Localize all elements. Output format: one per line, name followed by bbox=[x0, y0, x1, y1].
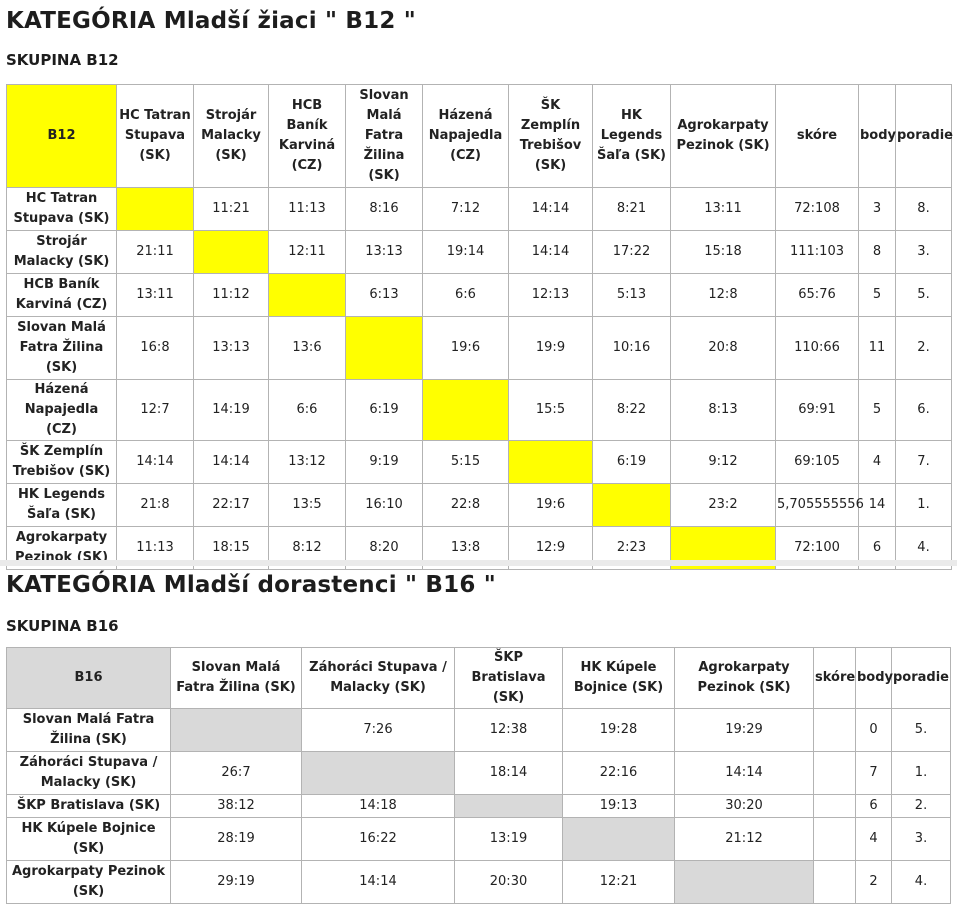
self-match-cell bbox=[455, 795, 563, 818]
column-header: HCB Baník Karviná (CZ) bbox=[269, 85, 346, 188]
match-result: 22:8 bbox=[423, 484, 509, 527]
points-cell: 6 bbox=[856, 795, 892, 818]
match-result: 28:19 bbox=[171, 818, 302, 861]
results-table-b12 bbox=[6, 84, 952, 570]
match-result: 15:18 bbox=[671, 231, 776, 274]
match-result: 21:8 bbox=[117, 484, 194, 527]
score-cell: 72:108 bbox=[776, 188, 859, 231]
score-cell bbox=[814, 861, 856, 904]
score-cell bbox=[814, 709, 856, 752]
column-header: ŠK Zemplín Trebišov (SK) bbox=[509, 85, 593, 188]
points-cell: 2 bbox=[856, 861, 892, 904]
team-name: HK Legends Šaľa (SK) bbox=[7, 484, 117, 527]
match-result: 23:2 bbox=[671, 484, 776, 527]
match-result: 12:9 bbox=[509, 527, 593, 570]
group-title: SKUPINA B12 bbox=[6, 51, 119, 69]
match-result: 19:13 bbox=[563, 795, 675, 818]
self-match-cell bbox=[117, 188, 194, 231]
rank-cell: 3. bbox=[892, 818, 951, 861]
score-cell bbox=[814, 795, 856, 818]
rank-cell: 1. bbox=[892, 752, 951, 795]
match-result: 19:6 bbox=[509, 484, 593, 527]
match-result: 5:13 bbox=[593, 274, 671, 317]
self-match-cell bbox=[563, 818, 675, 861]
match-result: 29:19 bbox=[171, 861, 302, 904]
match-result: 19:28 bbox=[563, 709, 675, 752]
table-row bbox=[7, 795, 951, 818]
column-header: Slovan Malá Fatra Žilina (SK) bbox=[346, 85, 423, 188]
rank-cell: 6. bbox=[896, 380, 952, 441]
match-result: 18:14 bbox=[455, 752, 563, 795]
rank-cell: 2. bbox=[896, 317, 952, 380]
points-cell: 3 bbox=[859, 188, 896, 231]
match-result: 13:8 bbox=[423, 527, 509, 570]
match-result: 16:22 bbox=[302, 818, 455, 861]
match-result: 9:12 bbox=[671, 441, 776, 484]
points-cell: 7 bbox=[856, 752, 892, 795]
match-result: 14:14 bbox=[117, 441, 194, 484]
match-result: 6:19 bbox=[593, 441, 671, 484]
match-result: 19:6 bbox=[423, 317, 509, 380]
match-result: 19:9 bbox=[509, 317, 593, 380]
corner-cell: B12 bbox=[7, 85, 117, 188]
column-header: HC Tatran Stupava (SK) bbox=[117, 85, 194, 188]
points-cell: 5 bbox=[859, 380, 896, 441]
table-header-row bbox=[7, 85, 952, 188]
score-cell: 72:100 bbox=[776, 527, 859, 570]
match-result: 12:7 bbox=[117, 380, 194, 441]
score-header: skóre bbox=[776, 85, 859, 188]
rank-cell: 3. bbox=[896, 231, 952, 274]
score-header: skóre bbox=[814, 648, 856, 709]
self-match-cell bbox=[509, 441, 593, 484]
match-result: 8:20 bbox=[346, 527, 423, 570]
score-cell: 111:103 bbox=[776, 231, 859, 274]
table-row bbox=[7, 231, 952, 274]
column-header: Agrokarpaty Pezinok (SK) bbox=[675, 648, 814, 709]
table-row bbox=[7, 317, 952, 380]
team-name: ŠK Zemplín Trebišov (SK) bbox=[7, 441, 117, 484]
match-result: 7:12 bbox=[423, 188, 509, 231]
rank-cell: 1. bbox=[896, 484, 952, 527]
rank-cell: 5. bbox=[892, 709, 951, 752]
rank-cell: 4. bbox=[896, 527, 952, 570]
self-match-cell bbox=[346, 317, 423, 380]
rank-cell: 4. bbox=[892, 861, 951, 904]
match-result: 11:21 bbox=[194, 188, 269, 231]
corner-cell: B16 bbox=[7, 648, 171, 709]
column-header: ŠKP Bratislava (SK) bbox=[455, 648, 563, 709]
team-name: HC Tatran Stupava (SK) bbox=[7, 188, 117, 231]
match-result: 13:12 bbox=[269, 441, 346, 484]
match-result: 7:26 bbox=[302, 709, 455, 752]
rank-header: poradie bbox=[892, 648, 951, 709]
table-header-row bbox=[7, 648, 951, 709]
match-result: 2:23 bbox=[593, 527, 671, 570]
score-cell: 5,705555556 bbox=[776, 484, 859, 527]
team-name: HCB Baník Karviná (CZ) bbox=[7, 274, 117, 317]
column-header: HK Kúpele Bojnice (SK) bbox=[563, 648, 675, 709]
match-result: 13:6 bbox=[269, 317, 346, 380]
results-table-b16 bbox=[6, 647, 951, 904]
table-row bbox=[7, 484, 952, 527]
self-match-cell bbox=[593, 484, 671, 527]
points-cell: 4 bbox=[859, 441, 896, 484]
match-result: 12:21 bbox=[563, 861, 675, 904]
match-result: 16:10 bbox=[346, 484, 423, 527]
match-result: 18:15 bbox=[194, 527, 269, 570]
match-result: 13:19 bbox=[455, 818, 563, 861]
table-row bbox=[7, 818, 951, 861]
match-result: 8:22 bbox=[593, 380, 671, 441]
match-result: 21:12 bbox=[675, 818, 814, 861]
match-result: 9:19 bbox=[346, 441, 423, 484]
column-header: HK Legends Šaľa (SK) bbox=[593, 85, 671, 188]
team-name: Slovan Malá Fatra Žilina (SK) bbox=[7, 709, 171, 752]
match-result: 13:11 bbox=[117, 274, 194, 317]
score-cell: 69:105 bbox=[776, 441, 859, 484]
match-result: 8:13 bbox=[671, 380, 776, 441]
points-cell: 6 bbox=[859, 527, 896, 570]
match-result: 14:19 bbox=[194, 380, 269, 441]
match-result: 13:13 bbox=[346, 231, 423, 274]
column-header: Strojár Malacky (SK) bbox=[194, 85, 269, 188]
team-name: Agrokarpaty Pezinok (SK) bbox=[7, 861, 171, 904]
team-name: Agrokarpaty Pezinok (SK) bbox=[7, 527, 117, 570]
table-row bbox=[7, 752, 951, 795]
match-result: 8:16 bbox=[346, 188, 423, 231]
section-b16 bbox=[0, 560, 957, 899]
rank-cell: 5. bbox=[896, 274, 952, 317]
match-result: 14:18 bbox=[302, 795, 455, 818]
match-result: 8:12 bbox=[269, 527, 346, 570]
match-result: 12:8 bbox=[671, 274, 776, 317]
self-match-cell bbox=[302, 752, 455, 795]
match-result: 20:8 bbox=[671, 317, 776, 380]
score-cell: 110:66 bbox=[776, 317, 859, 380]
points-cell: 5 bbox=[859, 274, 896, 317]
rank-header: poradie bbox=[896, 85, 952, 188]
match-result: 21:11 bbox=[117, 231, 194, 274]
self-match-cell bbox=[171, 709, 302, 752]
table-row bbox=[7, 188, 952, 231]
match-result: 6:6 bbox=[269, 380, 346, 441]
rank-cell: 7. bbox=[896, 441, 952, 484]
team-name: HK Kúpele Bojnice (SK) bbox=[7, 818, 171, 861]
column-header: Záhoráci Stupava / Malacky (SK) bbox=[302, 648, 455, 709]
match-result: 11:13 bbox=[269, 188, 346, 231]
match-result: 38:12 bbox=[171, 795, 302, 818]
match-result: 19:14 bbox=[423, 231, 509, 274]
table-row bbox=[7, 441, 952, 484]
match-result: 8:21 bbox=[593, 188, 671, 231]
match-result: 6:6 bbox=[423, 274, 509, 317]
team-name: Slovan Malá Fatra Žilina (SK) bbox=[7, 317, 117, 380]
match-result: 13:13 bbox=[194, 317, 269, 380]
match-result: 6:13 bbox=[346, 274, 423, 317]
match-result: 14:14 bbox=[302, 861, 455, 904]
self-match-cell bbox=[194, 231, 269, 274]
category-title: KATEGÓRIA Mladší dorastenci " B16 " bbox=[6, 572, 496, 598]
points-cell: 11 bbox=[859, 317, 896, 380]
self-match-cell bbox=[675, 861, 814, 904]
self-match-cell bbox=[423, 380, 509, 441]
match-result: 13:5 bbox=[269, 484, 346, 527]
group-title: SKUPINA B16 bbox=[6, 617, 119, 635]
column-header: Slovan Malá Fatra Žilina (SK) bbox=[171, 648, 302, 709]
match-result: 19:29 bbox=[675, 709, 814, 752]
team-name: Záhoráci Stupava / Malacky (SK) bbox=[7, 752, 171, 795]
self-match-cell bbox=[269, 274, 346, 317]
match-result: 16:8 bbox=[117, 317, 194, 380]
score-cell: 65:76 bbox=[776, 274, 859, 317]
match-result: 17:22 bbox=[593, 231, 671, 274]
column-header: Agrokarpaty Pezinok (SK) bbox=[671, 85, 776, 188]
category-title: KATEGÓRIA Mladší žiaci " B12 " bbox=[6, 8, 416, 34]
points-cell: 4 bbox=[856, 818, 892, 861]
match-result: 10:16 bbox=[593, 317, 671, 380]
match-result: 22:16 bbox=[563, 752, 675, 795]
match-result: 14:14 bbox=[509, 188, 593, 231]
rank-cell: 2. bbox=[892, 795, 951, 818]
team-name: ŠKP Bratislava (SK) bbox=[7, 795, 171, 818]
match-result: 14:14 bbox=[509, 231, 593, 274]
match-result: 12:13 bbox=[509, 274, 593, 317]
match-result: 13:11 bbox=[671, 188, 776, 231]
match-result: 14:14 bbox=[194, 441, 269, 484]
match-result: 12:38 bbox=[455, 709, 563, 752]
score-cell bbox=[814, 752, 856, 795]
points-cell: 14 bbox=[859, 484, 896, 527]
match-result: 20:30 bbox=[455, 861, 563, 904]
points-header: body bbox=[856, 648, 892, 709]
match-result: 14:14 bbox=[675, 752, 814, 795]
team-name: Strojár Malacky (SK) bbox=[7, 231, 117, 274]
match-result: 6:19 bbox=[346, 380, 423, 441]
table-row bbox=[7, 380, 952, 441]
table-row bbox=[7, 274, 952, 317]
match-result: 22:17 bbox=[194, 484, 269, 527]
team-name: Házená Napajedla (CZ) bbox=[7, 380, 117, 441]
match-result: 15:5 bbox=[509, 380, 593, 441]
match-result: 11:12 bbox=[194, 274, 269, 317]
score-cell bbox=[814, 818, 856, 861]
match-result: 12:11 bbox=[269, 231, 346, 274]
match-result: 26:7 bbox=[171, 752, 302, 795]
table-row bbox=[7, 861, 951, 904]
match-result: 11:13 bbox=[117, 527, 194, 570]
rank-cell: 8. bbox=[896, 188, 952, 231]
table-row bbox=[7, 709, 951, 752]
points-header: body bbox=[859, 85, 896, 188]
points-cell: 0 bbox=[856, 709, 892, 752]
match-result: 5:15 bbox=[423, 441, 509, 484]
points-cell: 8 bbox=[859, 231, 896, 274]
column-header: Házená Napajedla (CZ) bbox=[423, 85, 509, 188]
match-result: 30:20 bbox=[675, 795, 814, 818]
score-cell: 69:91 bbox=[776, 380, 859, 441]
